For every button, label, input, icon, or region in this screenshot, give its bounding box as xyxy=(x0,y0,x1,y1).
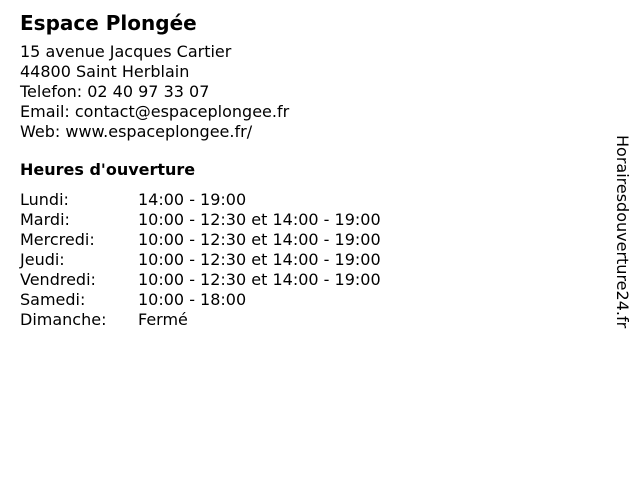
day-hours: 14:00 - 19:00 xyxy=(138,190,247,209)
hours-row-saturday xyxy=(20,290,580,310)
day-hours: 10:00 - 12:30 et 14:00 - 19:00 xyxy=(138,270,381,289)
day-hours: 10:00 - 12:30 et 14:00 - 19:00 xyxy=(138,250,381,269)
business-name: Espace Plongée xyxy=(20,11,197,35)
postal-city: 44800 Saint Herblain xyxy=(20,62,190,81)
phone-number: Telefon: 02 40 97 33 07 xyxy=(20,82,210,101)
email-address: Email: contact@espaceplongee.fr xyxy=(20,102,290,121)
day-label: Samedi: xyxy=(20,290,86,309)
day-label: Mercredi: xyxy=(20,230,95,249)
hours-row-monday xyxy=(20,190,580,210)
day-hours: 10:00 - 12:30 et 14:00 - 19:00 xyxy=(138,230,381,249)
day-hours: 10:00 - 12:30 et 14:00 - 19:00 xyxy=(138,210,381,229)
day-hours: Fermé xyxy=(138,310,188,329)
hours-row-friday xyxy=(20,270,580,290)
hours-row-wednesday xyxy=(20,230,580,250)
hours-row-thursday xyxy=(20,250,580,270)
hours-row-sunday xyxy=(20,310,580,330)
opening-hours-heading: Heures d'ouverture xyxy=(20,160,196,179)
day-hours: 10:00 - 18:00 xyxy=(138,290,247,309)
address-block xyxy=(20,42,580,142)
day-label: Dimanche: xyxy=(20,310,107,329)
website-address: Web: www.espaceplongee.fr/ xyxy=(20,122,253,141)
day-label: Jeudi: xyxy=(20,250,65,269)
opening-hours-table xyxy=(20,190,580,330)
business-card xyxy=(20,10,580,330)
street-address: 15 avenue Jacques Cartier xyxy=(20,42,232,61)
day-label: Mardi: xyxy=(20,210,70,229)
hours-row-tuesday xyxy=(20,210,580,230)
day-label: Lundi: xyxy=(20,190,69,209)
site-watermark: Horairesdouverture24.fr xyxy=(613,135,632,329)
day-label: Vendredi: xyxy=(20,270,96,289)
